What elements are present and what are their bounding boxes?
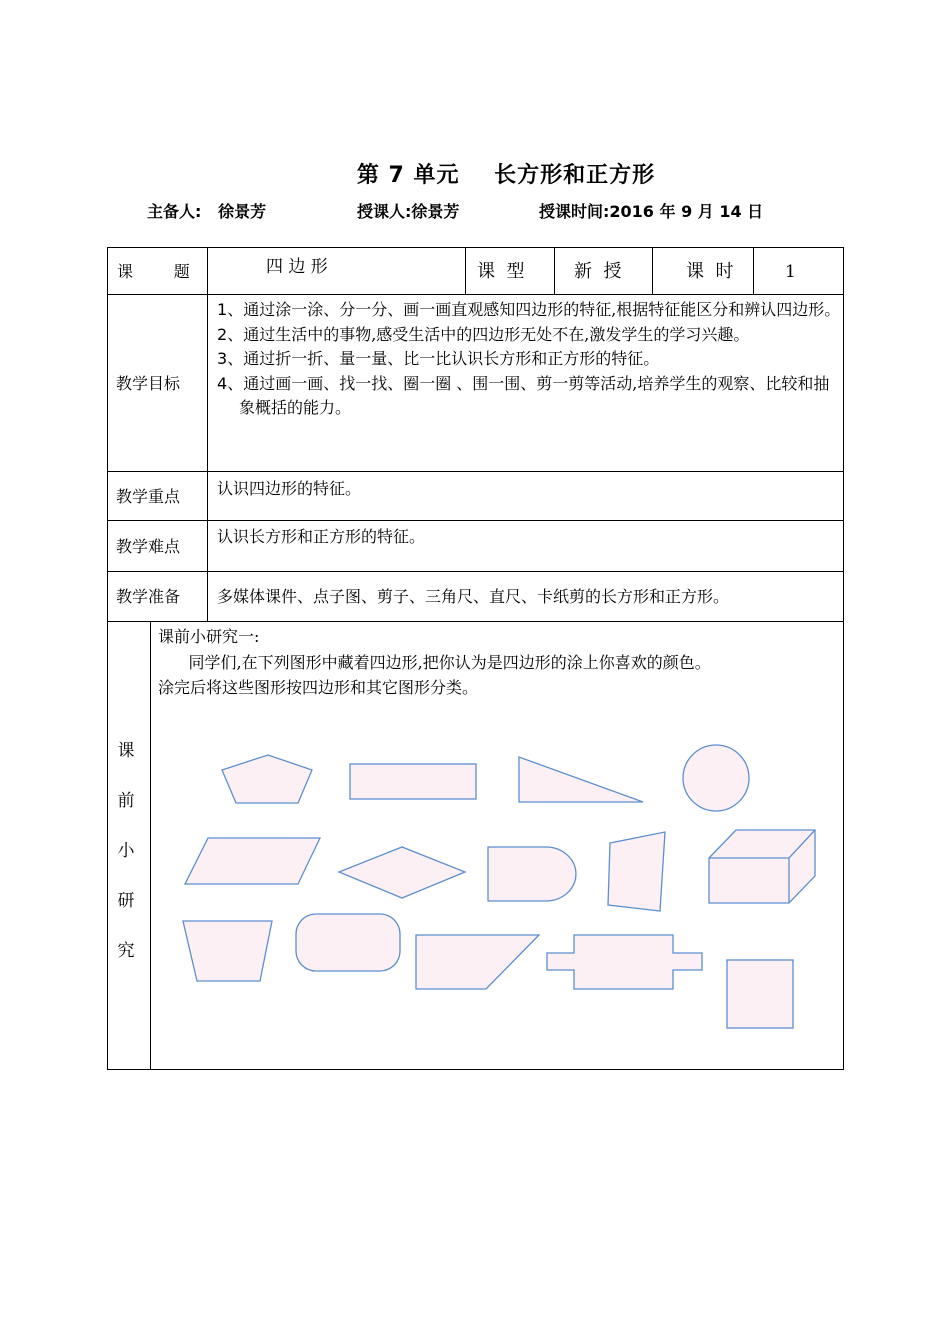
difficulty-value: 认识长方形和正方形的特征。 bbox=[217, 527, 426, 546]
difficulty-label: 教学难点 bbox=[116, 537, 181, 556]
periods-label: 课 时 bbox=[686, 261, 734, 282]
trapezoid-shape[interactable] bbox=[183, 921, 272, 981]
preparer: 主备人: 徐景芳 bbox=[147, 202, 267, 221]
objectives-label: 教学目标 bbox=[116, 374, 181, 393]
right-trapezoid-shape[interactable] bbox=[416, 935, 539, 989]
topic-value: 四 边 形 bbox=[266, 257, 328, 277]
page-title: 第 7 单元 长方形和正方形 bbox=[356, 163, 656, 188]
lesson-time: 授课时间:2016 年 9 月 14 日 bbox=[539, 202, 764, 221]
rectangle-shape[interactable] bbox=[350, 764, 476, 799]
study-label-char: 究 bbox=[117, 941, 135, 961]
study-label-char: 研 bbox=[117, 891, 135, 911]
teacher: 授课人:徐景芳 bbox=[357, 202, 460, 221]
prep-label: 教学准备 bbox=[116, 587, 181, 606]
study-label-char: 前 bbox=[117, 791, 135, 811]
key-value: 认识四边形的特征。 bbox=[217, 479, 362, 498]
rhombus-shape[interactable] bbox=[339, 847, 465, 898]
prep-value: 多媒体课件、点子图、剪子、三角尺、直尺、卡纸剪的长方形和正方形。 bbox=[217, 587, 730, 606]
study-instruction-cont: 涂完后将这些图形按四边形和其它图形分类。 bbox=[158, 678, 479, 697]
objective-item: 2、通过生活中的事物,感受生活中的四边形无处不在,激发学生的学习兴趣。 bbox=[217, 324, 750, 344]
cuboid-shape[interactable] bbox=[709, 830, 815, 903]
periods-value: 1 bbox=[785, 262, 796, 282]
objective-item: 3、通过折一折、量一量、比一比认识长方形和正方形的特征。 bbox=[217, 349, 660, 368]
circle-shape[interactable] bbox=[683, 745, 749, 811]
type-label: 课 型 bbox=[477, 261, 525, 282]
pentagon-shape[interactable] bbox=[222, 755, 312, 803]
study-label-char: 小 bbox=[117, 841, 135, 861]
study-instruction: 同学们,在下列图形中藏着四边形,把你认为是四边形的涂上你喜欢的颜色。 bbox=[158, 653, 711, 672]
rounded-end-rectangle-shape[interactable] bbox=[488, 847, 576, 901]
type-value: 新 授 bbox=[574, 261, 622, 282]
objective-item: 1、通过涂一涂、分一分、画一画直观感知四边形的特征,根据特征能区分和辨认四边形。 bbox=[217, 300, 841, 319]
parallelogram-shape[interactable] bbox=[185, 838, 320, 884]
study-title: 课前小研究一: bbox=[158, 627, 260, 646]
cross-shape[interactable] bbox=[547, 935, 702, 989]
rounded-rectangle-shape[interactable] bbox=[296, 914, 400, 971]
quadrilateral-shape[interactable] bbox=[608, 832, 665, 911]
objective-item: 4、通过画一画、找一找、圈一圈 、围一围、剪一剪等活动,培养学生的观察、比较和抽象概括的能力。 bbox=[217, 373, 830, 417]
topic-label: 课 题 bbox=[117, 262, 190, 281]
key-label: 教学重点 bbox=[116, 487, 181, 506]
study-label-char: 课 bbox=[117, 741, 135, 761]
square-shape[interactable] bbox=[727, 960, 793, 1028]
right-triangle-shape[interactable] bbox=[519, 757, 643, 802]
